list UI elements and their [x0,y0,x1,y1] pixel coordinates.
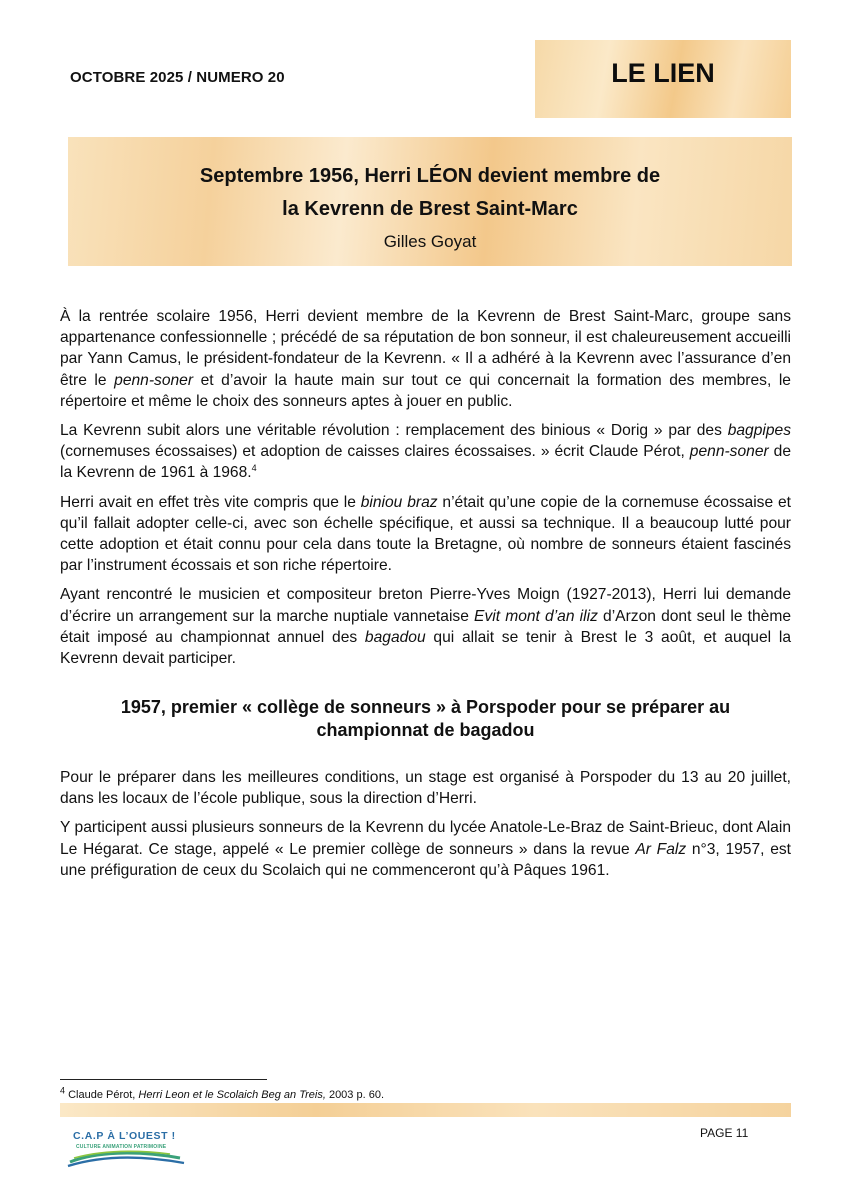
footnote: $^4$ Claude Pérot, Herri Leon et le Scolaich Beg an Treis, 2003 p. 60. [60,1085,384,1101]
footnote-divider [60,1079,267,1080]
article-title-line-2: la Kevrenn de Brest Saint-Marc [282,198,578,220]
footnote-number: 4 [60,1085,66,1096]
section-paragraph-1: Pour le préparer dans les meilleures conditions, un stage est organisé à Porspoder du 13 au 20 juillet, dans les locaux de l’école publique, sous la direction d’Herri. [60,769,791,808]
footer-band [60,1103,791,1117]
logo-subtitle: CULTURE ANIMATION PATRIMOINE [76,1144,167,1150]
paragraph-4: Ayant rencontré le musicien et compositeur breton Pierre-Yves Moign (1927-2013), Herri lui demande d’écrire un arrangement sur la marche nuptiale vannetaise Evit mont d’an iliz d’Arzon dont seul le thème était imposé au championnat annuel des bagadou qui allait se tenir à Brest le 3 août, et auquel la Kevrenn devait participer. [60,586,791,668]
paragraph-3: Herri avait en effet très vite compris que le biniou braz n’était qu’une copie de la cornemuse écossaise et qu’il fallait adopter celle-ci, avec son échelle spécifique, et aussi sa technique. Il a beaucoup lutté pour cette adoption et était connu pour cela dans toute la Bretagne, où nombre de sonneurs étaient fascinés par l’instrument écossais et son riche répertoire. [60,493,791,575]
article-title [68,160,792,226]
section-title [60,696,791,742]
article-body [60,306,791,677]
section-paragraph-2: Y participent aussi plusieurs sonneurs de la Kevrenn du lycée Anatole-Le-Braz de Saint-Brieuc, dont Alain Le Hégarat. Ce stage, appelé « Le premier collège de sonneurs » dans la revue Ar Falz n°3, 1957, est une préfiguration de ceux du Scolaich qui ne commenceront qu’à Pâques 1961. [60,819,791,879]
section-title-line-1: 1957, premier « collège de sonneurs » à Porspoder pour se préparer au [120,697,731,717]
publication-title: LE LIEN [611,58,715,88]
page-number: PAGE 11 [700,1126,749,1140]
section-title-line-2: championnat de bagadou [316,720,535,740]
paragraph-2: La Kevrenn subit alors une véritable révolution : remplacement des binious « Dorig » par des bagpipes (cornemuses écossaises) et adoption de caisses claires écossaises. » écrit Claude Pérot, penn-soner de la Kevrenn de 1961 à 1968.$^4$ [60,422,791,482]
logo-title: C.A.P À L’OUEST ! [73,1130,176,1142]
footnote-reference[interactable]: 4 [251,463,257,474]
issue-label: OCTOBRE 2025 / NUMERO 20 [70,69,285,86]
article-author: Gilles Goyat [383,232,477,251]
article-title-line-1: Septembre 1956, Herri LÉON devient membre de [199,165,661,187]
section-body [60,767,791,889]
paragraph-1: À la rentrée scolaire 1956, Herri devient membre de la Kevrenn de Brest Saint-Marc, groupe sans appartenance confessionnelle ; précédé de sa réputation de bon sonneur, il est chaleureusement accueilli par Yann Camus, le président-fondateur de la Kevrenn. « Il a adhéré à la Kevrenn avec l’assurance d’en être le penn-soner et d’avoir la haute main sur tout ce qui concernait la formation des membres, le répertoire et même le choix des sonneurs aptes à jouer en public. [60,308,791,410]
